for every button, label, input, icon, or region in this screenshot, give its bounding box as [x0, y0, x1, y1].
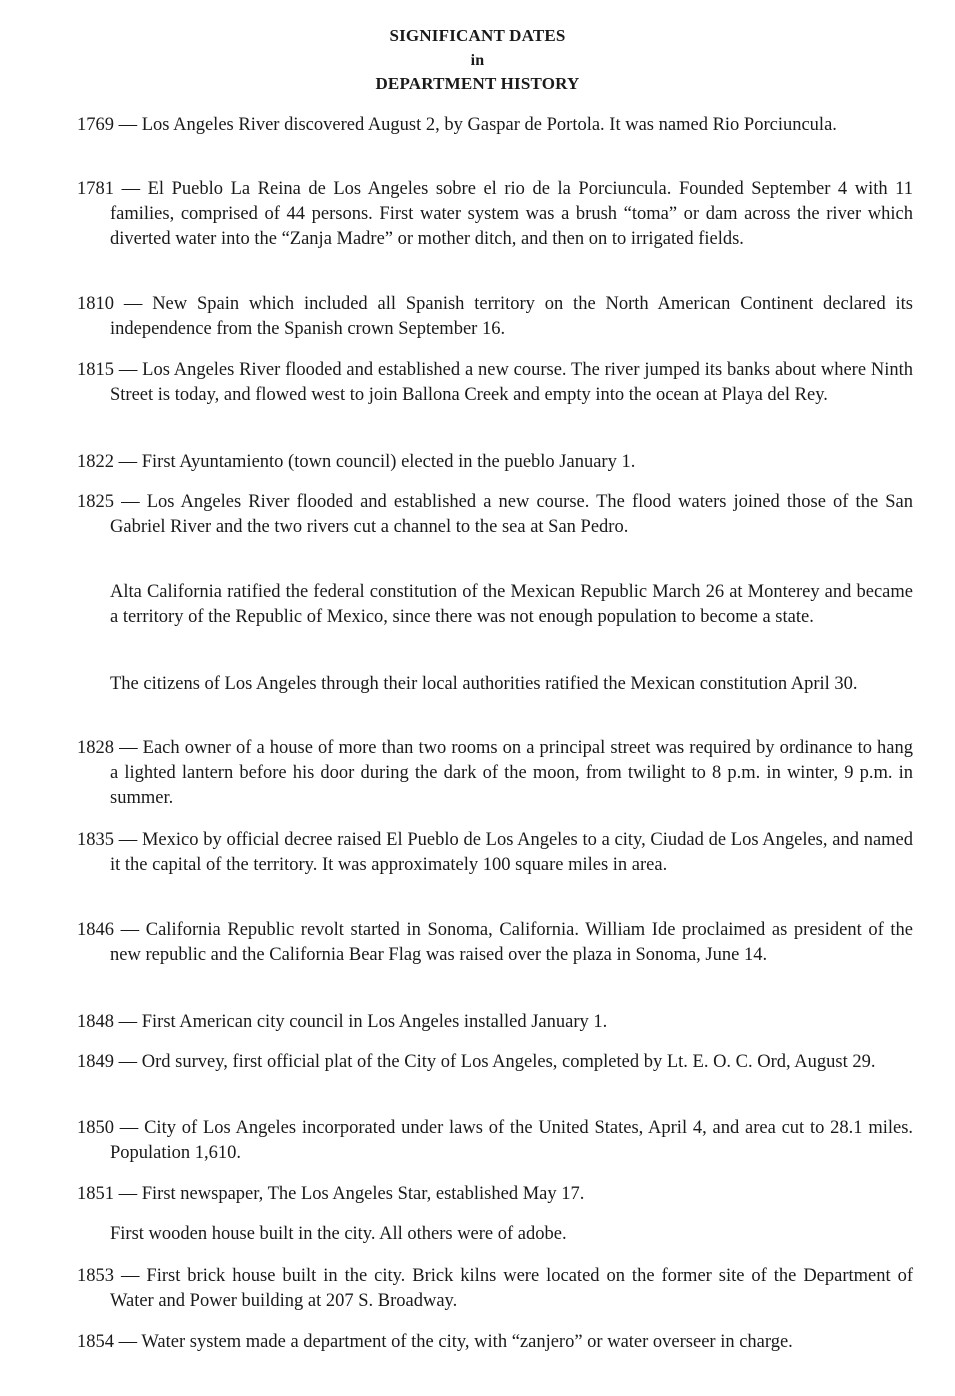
entry-year: 1810 — [77, 294, 114, 314]
entry-year: 1828 — [77, 738, 114, 758]
entry-text: First Ayuntamiento (town council) elected in the pueblo January 1. — [141, 452, 636, 472]
entry-year: 1854 — [77, 1332, 114, 1352]
entry-text: First American city council in Los Angeles installed January 1. — [141, 1012, 608, 1032]
entry-text: Each owner of a house of more than two rooms on a principal street was required by ordinance to hang a lighted lantern before his door during the dark of the moon, from twilight to 8 p.m. in winter, 9 p.m. in summer. — [110, 738, 914, 808]
heading-line-3: DEPARTMENT HISTORY — [375, 74, 580, 93]
entry-1822: 1822 — First Ayuntamiento (town council) elected in the pueblo January 1. — [77, 452, 636, 472]
entry-1848: 1848 — First American city council in Los Angeles installed January 1. — [77, 1012, 608, 1032]
entry-text: Los Angeles River discovered August 2, by Gaspar de Portola. It was named Rio Porciuncula. — [141, 115, 837, 135]
entry-1835: 1835 — Mexico by official decree raised El Pueblo de Los Angeles to a city, Ciudad de Los Angeles, and named it the capital of the territory. It was approximately 100 square miles in area. — [77, 830, 914, 875]
entry-1828: 1828 — Each owner of a house of more than two rooms on a principal street was required by ordinance to hang a lighted lantern before his door during the dark of the moon, from twilight to 8 p.m. in winter, 9 p.m. in summer. — [77, 738, 914, 808]
entry-year: 1849 — [77, 1052, 114, 1072]
entry-1854: 1854 — Water system made a department of the city, with “zanjero” or water overseer in charge. — [77, 1332, 793, 1352]
entry-text: Water system made a department of the city, with “zanjero” or water overseer in charge. — [141, 1332, 793, 1352]
entry-text: City of Los Angeles incorporated under laws of the United States, April 4, and area cut to 28.1 miles. Population 1,610. — [110, 1118, 914, 1163]
entry-1850: 1850 — City of Los Angeles incorporated under laws of the United States, April 4, and area cut to 28.1 miles. Population 1,610. — [77, 1118, 914, 1163]
entry-1781: 1781 — El Pueblo La Reina de Los Angeles sobre el rio de la Porciuncula. Founded September 4 with 11 families, comprised of 44 persons. First water system was a brush “toma” or dam across the river which diverted water into the “Zanja Madre” or mother ditch, and then on to irrigated fields. — [77, 179, 913, 249]
entry-1851: 1851 — First newspaper, The Los Angeles Star, established May 17. — [77, 1184, 585, 1204]
entry-text: Los Angeles River flooded and established a new course. The river jumped its banks about where Ninth Street is today, and flowed west to join Ballona Creek and empty into the ocean at Playa del Rey. — [110, 360, 914, 405]
entry-1853: 1853 — First brick house built in the city. Brick kilns were located on the former site of the Department of Water and Power building at 207 S. Broadway. — [77, 1266, 914, 1311]
paragraph-1851-wooden-house: First wooden house built in the city. All others were of adobe. — [110, 1224, 567, 1244]
entry-1810: 1810 — New Spain which included all Spanish territory on the North American Continent declared its independence from the Spanish crown September 16. — [77, 294, 914, 339]
entry-year: 1769 — [77, 115, 114, 135]
paragraph-1825-citizens: The citizens of Los Angeles through their local authorities ratified the Mexican constitution April 30. — [110, 674, 858, 694]
entry-1825: 1825 — Los Angeles River flooded and established a new course. The flood waters joined those of the San Gabriel River and the two rivers cut a channel to the sea at San Pedro. — [77, 492, 914, 537]
heading-line-2: in — [470, 52, 485, 69]
heading-line-1: SIGNIFICANT DATES — [389, 26, 566, 45]
entry-year: 1853 — [77, 1266, 114, 1286]
entry-text: Los Angeles River flooded and established a new course. The flood waters joined those of the San Gabriel River and the two rivers cut a channel to the sea at San Pedro. — [110, 492, 914, 537]
entry-year: 1846 — [77, 920, 114, 940]
entry-text: El Pueblo La Reina de Los Angeles sobre el rio de la Porciuncula. Founded September 4 with 11 families, comprised of 44 persons. First water system was a brush “toma” or dam across the river which diverted water into the “Zanja Madre” or mother ditch, and then on to irrigated fields. — [110, 179, 913, 249]
entry-year: 1822 — [77, 452, 114, 472]
entry-year: 1781 — [77, 179, 114, 199]
entry-text: First brick house built in the city. Brick kilns were located on the former site of the Department of Water and Power building at 207 S. Broadway. — [110, 1266, 914, 1311]
entry-text: Ord survey, first official plat of the City of Los Angeles, completed by Lt. E. O. C. Ord, August 29. — [141, 1052, 876, 1072]
entry-year: 1848 — [77, 1012, 114, 1032]
entry-1849: 1849 — Ord survey, first official plat of the City of Los Angeles, completed by Lt. E. O. C. Ord, August 29. — [77, 1052, 876, 1072]
entry-1846: 1846 — California Republic revolt started in Sonoma, California. William Ide proclaimed as president of the new republic and the California Bear Flag was raised over the plaza in Sonoma, June 14. — [77, 920, 913, 965]
entry-year: 1851 — [77, 1184, 114, 1204]
entry-text: First newspaper, The Los Angeles Star, established May 17. — [141, 1184, 585, 1204]
entry-year: 1815 — [77, 360, 114, 380]
entry-1815: 1815 — Los Angeles River flooded and established a new course. The river jumped its banks about where Ninth Street is today, and flowed west to join Ballona Creek and empty into the ocean at Playa del Rey. — [77, 360, 914, 405]
entry-year: 1835 — [77, 830, 114, 850]
entry-1769: 1769 — Los Angeles River discovered August 2, by Gaspar de Portola. It was named Rio Porciuncula. — [77, 115, 837, 135]
entry-year: 1825 — [77, 492, 114, 512]
entry-year: 1850 — [77, 1118, 114, 1138]
entry-text: Mexico by official decree raised El Pueblo de Los Angeles to a city, Ciudad de Los Angeles, and named it the capital of the territory. It was approximately 100 square miles in area. — [110, 830, 914, 875]
paragraph-1825-alta-california: Alta California ratified the federal constitution of the Mexican Republic March 26 at Monterey and became a territory of the Republic of Mexico, since there was not enough population to become a state. — [110, 582, 913, 627]
entry-text: California Republic revolt started in Sonoma, California. William Ide proclaimed as president of the new republic and the California Bear Flag was raised over the plaza in Sonoma, June 14. — [110, 920, 913, 965]
entry-text: New Spain which included all Spanish territory on the North American Continent declared its independence from the Spanish crown September 16. — [110, 294, 914, 339]
